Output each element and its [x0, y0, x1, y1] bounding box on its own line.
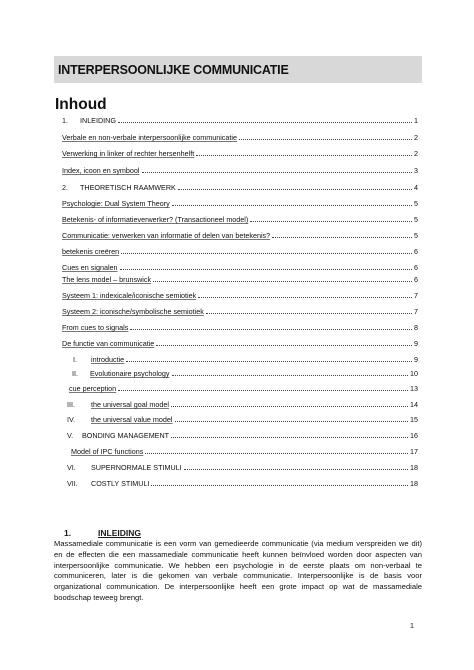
toc-entry-number: IV. [67, 415, 76, 424]
toc-entry-page: 5 [414, 231, 418, 240]
toc-heading: Inhoud [55, 96, 107, 113]
toc-entry-page: 9 [414, 339, 418, 348]
toc-entry-page: 2 [414, 133, 418, 142]
toc-dot-leader [172, 375, 408, 376]
document-title-band [54, 56, 422, 83]
toc-entry[interactable] [62, 288, 418, 300]
section-heading [54, 528, 141, 538]
toc-entry-label: Index, icoon en symbool [62, 166, 140, 175]
toc-entry[interactable] [71, 444, 418, 456]
toc-dot-leader [171, 406, 408, 407]
toc-entry[interactable] [62, 304, 418, 316]
toc-entry-page: 16 [410, 431, 418, 440]
toc-entry-number: VII. [67, 479, 78, 488]
toc-entry[interactable] [73, 352, 418, 364]
page-number: 1 [409, 621, 414, 630]
toc-entry[interactable] [62, 212, 418, 224]
toc-entry-page: 18 [410, 479, 418, 488]
toc-entry-label: COSTLY STIMULI [91, 479, 150, 488]
toc-dot-leader [239, 139, 412, 140]
toc-dot-leader [118, 122, 412, 123]
toc-entry-page: 6 [414, 263, 418, 272]
toc-entry-page: 10 [410, 369, 418, 378]
toc-entry-label: BONDING MANAGEMENT [82, 431, 170, 440]
toc-dot-leader [120, 269, 412, 270]
toc-entry-number: VI. [67, 463, 76, 472]
toc-dot-leader [171, 437, 408, 438]
toc-entry-label: Verwerking in linker of rechter hersenhelft [62, 149, 195, 158]
toc-entry-page: 13 [410, 384, 418, 393]
toc-dot-leader [145, 453, 408, 454]
toc-entry-label: Model of IPC functions [71, 447, 144, 456]
toc-entry[interactable] [67, 460, 418, 472]
toc-dot-leader [206, 313, 412, 314]
toc-entry-label: Cues en signalen [62, 263, 118, 272]
toc-entry-label: Systeem 2: iconische/symbolische semiotiek [62, 307, 204, 316]
toc-entry-page: 2 [414, 149, 418, 158]
toc-entry[interactable] [62, 336, 418, 348]
toc-entry-page: 1 [414, 116, 418, 125]
toc-dot-leader [142, 172, 412, 173]
toc-entry[interactable] [67, 397, 418, 409]
toc-entry[interactable] [62, 163, 418, 175]
toc-entry-page: 18 [410, 463, 418, 472]
toc-entry[interactable] [62, 113, 418, 125]
toc-entry[interactable] [62, 260, 418, 272]
toc-entry-label: INLEIDING [80, 116, 116, 125]
toc-entry[interactable] [62, 196, 418, 208]
toc-entry-label: The lens model – brunswick [62, 275, 152, 284]
toc-entry-page: 6 [414, 247, 418, 256]
toc-entry-label: De functie van communicatie [62, 339, 155, 348]
toc-entry-number: I. [73, 355, 77, 364]
toc-entry[interactable] [62, 130, 418, 142]
toc-entry-label: Betekenis- of informatieverwerker? (Transactioneel model) [62, 215, 249, 224]
toc-entry-number: V. [67, 431, 74, 440]
toc-entry[interactable] [67, 428, 418, 440]
toc-entry-page: 17 [410, 447, 418, 456]
toc-entry[interactable] [62, 180, 418, 192]
toc-entry-page: 9 [414, 355, 418, 364]
toc-entry-label: THEORETISCH RAAMWERK [80, 183, 176, 192]
toc-dot-leader [151, 485, 408, 486]
toc-entry-label: From cues to signals [62, 323, 129, 332]
toc-entry[interactable] [69, 381, 418, 393]
toc-dot-leader [118, 390, 408, 391]
toc-entry[interactable] [62, 146, 418, 158]
toc-entry-page: 4 [414, 183, 418, 192]
toc-entry[interactable] [67, 412, 418, 424]
toc-entry-page: 15 [410, 415, 418, 424]
toc-entry-label: introductie [91, 355, 125, 364]
section-title: INLEIDING [98, 528, 141, 538]
toc-entry-label: Evolutionaire psychology [90, 369, 170, 378]
toc-entry-number: 1. [62, 116, 68, 125]
toc-dot-leader [250, 221, 412, 222]
toc-entry[interactable] [67, 476, 418, 488]
toc-entry-number: III. [67, 400, 75, 409]
toc-entry-number: 2. [62, 183, 68, 192]
toc-dot-leader [272, 237, 412, 238]
toc-entry-label: Systeem 1: indexicale/iconische semiotiek [62, 291, 197, 300]
toc-entry-label: Communicatie: verwerken van informatie of delen van betekenis? [62, 231, 271, 240]
toc-dot-leader [121, 253, 412, 254]
section-body-text: Massamediale communicatie is een vorm van gemedieerde communicatie (via medium verspreiden we dit) en de effecten die een massamediale communicatie heeft kunnen beïnvloed worden door aspecten van interpersoonlijke communicatie. We hebben een psychologie in de eerste plaats om non-verbaal te communiceren, later is die gekomen van verbale communicatie. Interpersoonlijke is de basis voor organizational communication. De interpersoonlijke heeft een grote impact op wat de massamediale boodschap teweeg brengt. [54, 539, 422, 602]
toc-entry-label: the universal value model [91, 415, 173, 424]
toc-dot-leader [198, 297, 412, 298]
toc-dot-leader [172, 205, 412, 206]
toc-entry-page: 8 [414, 323, 418, 332]
toc-dot-leader [130, 329, 412, 330]
toc-entry-page: 5 [414, 215, 418, 224]
toc-entry-label: betekenis creëren [62, 247, 120, 256]
document-title: INTERPERSOONLIJKE COMMUNICATIE [58, 62, 289, 77]
toc-dot-leader [156, 345, 412, 346]
toc-dot-leader [178, 189, 412, 190]
toc-entry-label: Psychologie: Dual System Theory [62, 199, 170, 208]
toc-entry-label: cue perception [69, 384, 117, 393]
toc-entry-page: 7 [414, 307, 418, 316]
toc-entry-number: II. [72, 369, 78, 378]
toc-entry[interactable] [72, 366, 418, 378]
toc-entry[interactable] [62, 228, 418, 240]
toc-dot-leader [196, 155, 412, 156]
toc-dot-leader [175, 421, 408, 422]
toc-entry-page: 6 [414, 275, 418, 284]
toc-entry-page: 7 [414, 291, 418, 300]
toc-entry-page: 14 [410, 400, 418, 409]
toc-entry-page: 3 [414, 166, 418, 175]
toc-entry-page: 5 [414, 199, 418, 208]
toc-entry-label: SUPERNORMALE STIMULI [91, 463, 182, 472]
toc-entry-label: Verbale en non-verbale interpersoonlijke communicatie [62, 133, 237, 142]
toc-entry[interactable] [62, 320, 418, 332]
section-number: 1. [64, 528, 72, 538]
toc-entry[interactable] [62, 244, 418, 256]
toc-entry[interactable] [62, 272, 418, 284]
toc-dot-leader [153, 281, 412, 282]
toc-entry-label: the universal goal model [91, 400, 169, 409]
toc-dot-leader [126, 361, 412, 362]
toc-dot-leader [184, 469, 408, 470]
